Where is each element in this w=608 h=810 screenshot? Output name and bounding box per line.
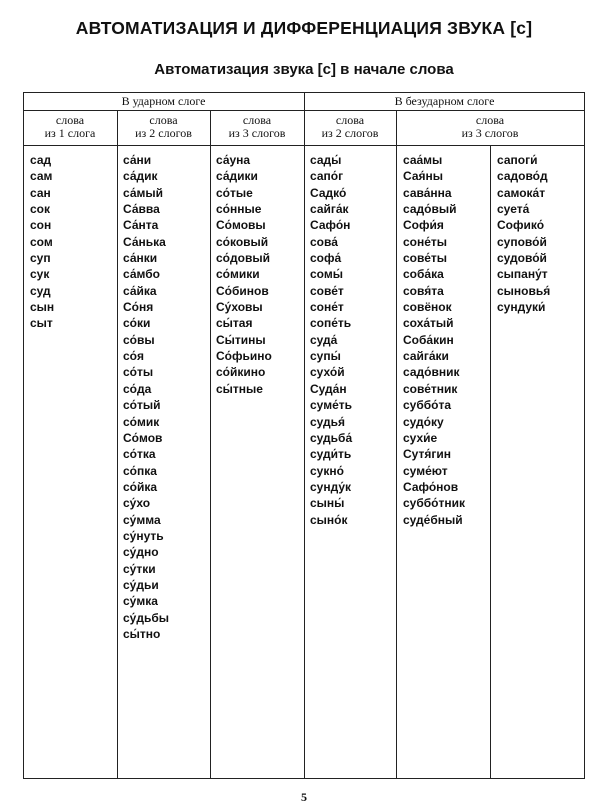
word-item: со́ты [123, 365, 154, 380]
subheader-1-syllable [23, 114, 117, 140]
word-item: Суда́н [310, 381, 347, 396]
word-item: со́йкино [216, 365, 266, 380]
word-item: супы́ [310, 349, 341, 364]
word-item: са́дик [123, 169, 158, 184]
word-item: сыны́ [310, 496, 345, 511]
subheader-line: из 3 слогов [228, 126, 286, 140]
word-item: суета́ [497, 202, 530, 217]
column-divider [490, 145, 491, 779]
word-item: су́тки [123, 561, 156, 576]
word-item: Со́мов [123, 430, 163, 445]
word-item: су́хо [123, 496, 151, 511]
word-item: соне́ты [403, 234, 448, 249]
column-divider [210, 110, 211, 779]
word-item: сове́ты [403, 251, 448, 266]
word-item: суде́бный [403, 512, 463, 527]
word-item: сава́нна [403, 185, 452, 200]
word-item: сам [30, 169, 53, 184]
word-item: су́дьи [123, 577, 159, 592]
word-item: са́нки [123, 251, 158, 266]
table-left-border [23, 92, 24, 779]
word-item: са́ни [123, 153, 152, 167]
word-item: Са́нька [123, 234, 166, 249]
word-item: со́довый [216, 251, 270, 266]
word-item: сопе́ть [310, 316, 352, 331]
word-item: суди́ть [310, 447, 352, 462]
subheader-line: слова [55, 113, 85, 127]
word-item: суп [30, 251, 51, 266]
word-item: соха́тый [403, 316, 454, 331]
word-item: со́да [123, 381, 152, 396]
page-number: 5 [301, 790, 307, 804]
word-item: Соба́кин [403, 332, 454, 347]
word-item: со́тый [123, 398, 161, 413]
word-item: соба́ка [403, 267, 444, 282]
column-divider [117, 110, 118, 779]
word-item: сук [30, 267, 50, 282]
word-item: соне́т [310, 300, 344, 315]
word-item: совя́та [403, 283, 444, 298]
subheader-3-syllables-unstressed [396, 114, 584, 140]
word-item: Софико́ [497, 218, 545, 233]
word-item: су́мка [123, 594, 158, 609]
word-item: Со́ня [123, 300, 154, 315]
word-item: Са́вва [123, 202, 160, 217]
word-item: со́мик [123, 414, 160, 429]
word-item: со́мики [216, 267, 260, 282]
group-header-stressed: В ударном слоге [121, 94, 206, 108]
word-item: софа́ [310, 251, 342, 266]
word-item: судово́й [497, 251, 547, 266]
subheader-line: слова [149, 113, 178, 127]
word-item: сын [30, 300, 55, 315]
word-item: Со́мовы [216, 218, 266, 233]
word-item: сукно́ [310, 463, 344, 478]
word-item: су́дьбы [123, 610, 170, 625]
word-item: сухи́е [403, 430, 438, 445]
word-item: супово́й [497, 234, 547, 249]
word-item: садо́вый [403, 202, 457, 217]
word-item: са́мбо [123, 267, 160, 282]
word-item: саа́мы [403, 153, 443, 167]
word-item: со́я [123, 349, 145, 364]
word-item: садо́вник [403, 365, 460, 380]
word-item: сом [30, 234, 53, 249]
word-item: Сы́тины [216, 332, 266, 347]
word-item: садово́д [497, 169, 548, 184]
word-item: со́тка [123, 447, 156, 462]
word-item: сове́тник [403, 381, 458, 396]
section-subtitle: Автоматизация звука [с] в начале слова [154, 61, 454, 78]
page-title: АВТОМАТИЗАЦИЯ И ДИФФЕРЕНЦИАЦИЯ ЗВУКА [с] [75, 18, 533, 38]
word-item: сайга́к [310, 202, 349, 217]
word-column-3 [216, 152, 272, 397]
column-divider [304, 92, 305, 779]
word-item: сы́тая [216, 316, 253, 331]
word-item: со́ковый [216, 234, 269, 249]
word-column-4 [310, 152, 352, 528]
word-item: самока́т [497, 185, 546, 200]
word-item: судо́ку [403, 414, 444, 429]
word-item: суд [30, 283, 51, 298]
subheader-line: слова [242, 113, 272, 127]
word-item: Сафо́н [310, 218, 351, 233]
word-item: судьба́ [310, 430, 353, 445]
word-item: са́мый [123, 185, 163, 200]
word-column-2 [123, 152, 169, 642]
word-item: са́дики [216, 169, 258, 184]
word-column-6 [497, 152, 550, 315]
word-item: Софи́я [403, 218, 444, 233]
column-divider [396, 110, 397, 779]
word-item: сад [30, 153, 52, 167]
word-item: сон [30, 218, 52, 233]
word-column-1 [30, 152, 54, 332]
word-item: су́мма [123, 512, 161, 527]
word-item: сан [30, 185, 51, 200]
word-item: Су́ховы [216, 300, 263, 315]
subheader-line: из 2 слогов [135, 126, 192, 140]
word-item: Сафо́нов [403, 479, 459, 494]
word-item: суда́ [310, 332, 338, 347]
word-item: су́дно [123, 545, 159, 560]
word-column-5 [403, 152, 465, 528]
subheader-line: из 3 слогов [461, 126, 519, 140]
word-item: сыно́к [310, 512, 348, 527]
subheader-2-syllables-unstressed [304, 114, 396, 140]
subheader-line: слова [335, 113, 365, 127]
word-item: суме́ть [310, 398, 352, 413]
word-item: са́уна [216, 153, 251, 167]
word-item: сова́ [310, 234, 338, 249]
word-item: со́ки [123, 316, 151, 331]
word-item: сухо́й [310, 365, 345, 380]
word-item: Со́фьино [216, 349, 272, 364]
table-right-border [584, 92, 585, 779]
subheader-2-syllables [117, 114, 210, 140]
word-item: сундуки́ [497, 300, 546, 315]
word-item: Садко́ [310, 185, 347, 200]
group-header-unstressed: В безударном слоге [394, 94, 495, 108]
subheader-line: из 2 слогов [321, 126, 379, 140]
word-item: сапо́г [310, 169, 344, 184]
word-item: Сутя́гин [403, 447, 451, 462]
word-item: сыпану́т [497, 267, 548, 282]
word-item: сайга́ки [403, 349, 449, 364]
word-item: сыт [30, 316, 53, 331]
word-item: судья́ [310, 414, 346, 429]
word-item: суббо́та [403, 398, 452, 413]
word-item: со́пка [123, 463, 157, 478]
word-item: совёнок [403, 300, 452, 315]
word-item: Со́бинов [216, 283, 269, 298]
word-item: Сая́ны [403, 169, 443, 184]
subheader-line: слова [475, 113, 505, 127]
word-item: сунду́к [310, 479, 352, 494]
subheader-line: из 1 слога [44, 126, 96, 140]
word-item: сады́ [310, 153, 342, 167]
word-item: со́нные [216, 202, 262, 217]
word-item: са́йка [123, 283, 157, 298]
subheader-3-syllables [210, 114, 304, 140]
word-item: сомы́ [310, 267, 343, 282]
word-item: сапоги́ [497, 153, 538, 167]
word-item: су́нуть [123, 528, 164, 543]
word-item: Са́нта [123, 218, 159, 233]
word-item: сыновья́ [497, 283, 551, 298]
word-item: суме́ют [403, 463, 448, 478]
word-item: суббо́тник [403, 496, 466, 511]
word-item: сове́т [310, 283, 344, 298]
word-item: со́йка [123, 479, 158, 494]
word-item: сы́тные [216, 381, 263, 396]
word-item: со́тые [216, 185, 253, 200]
word-item: со́вы [123, 332, 155, 347]
word-item: сы́тно [123, 626, 161, 641]
word-item: сок [30, 202, 51, 217]
